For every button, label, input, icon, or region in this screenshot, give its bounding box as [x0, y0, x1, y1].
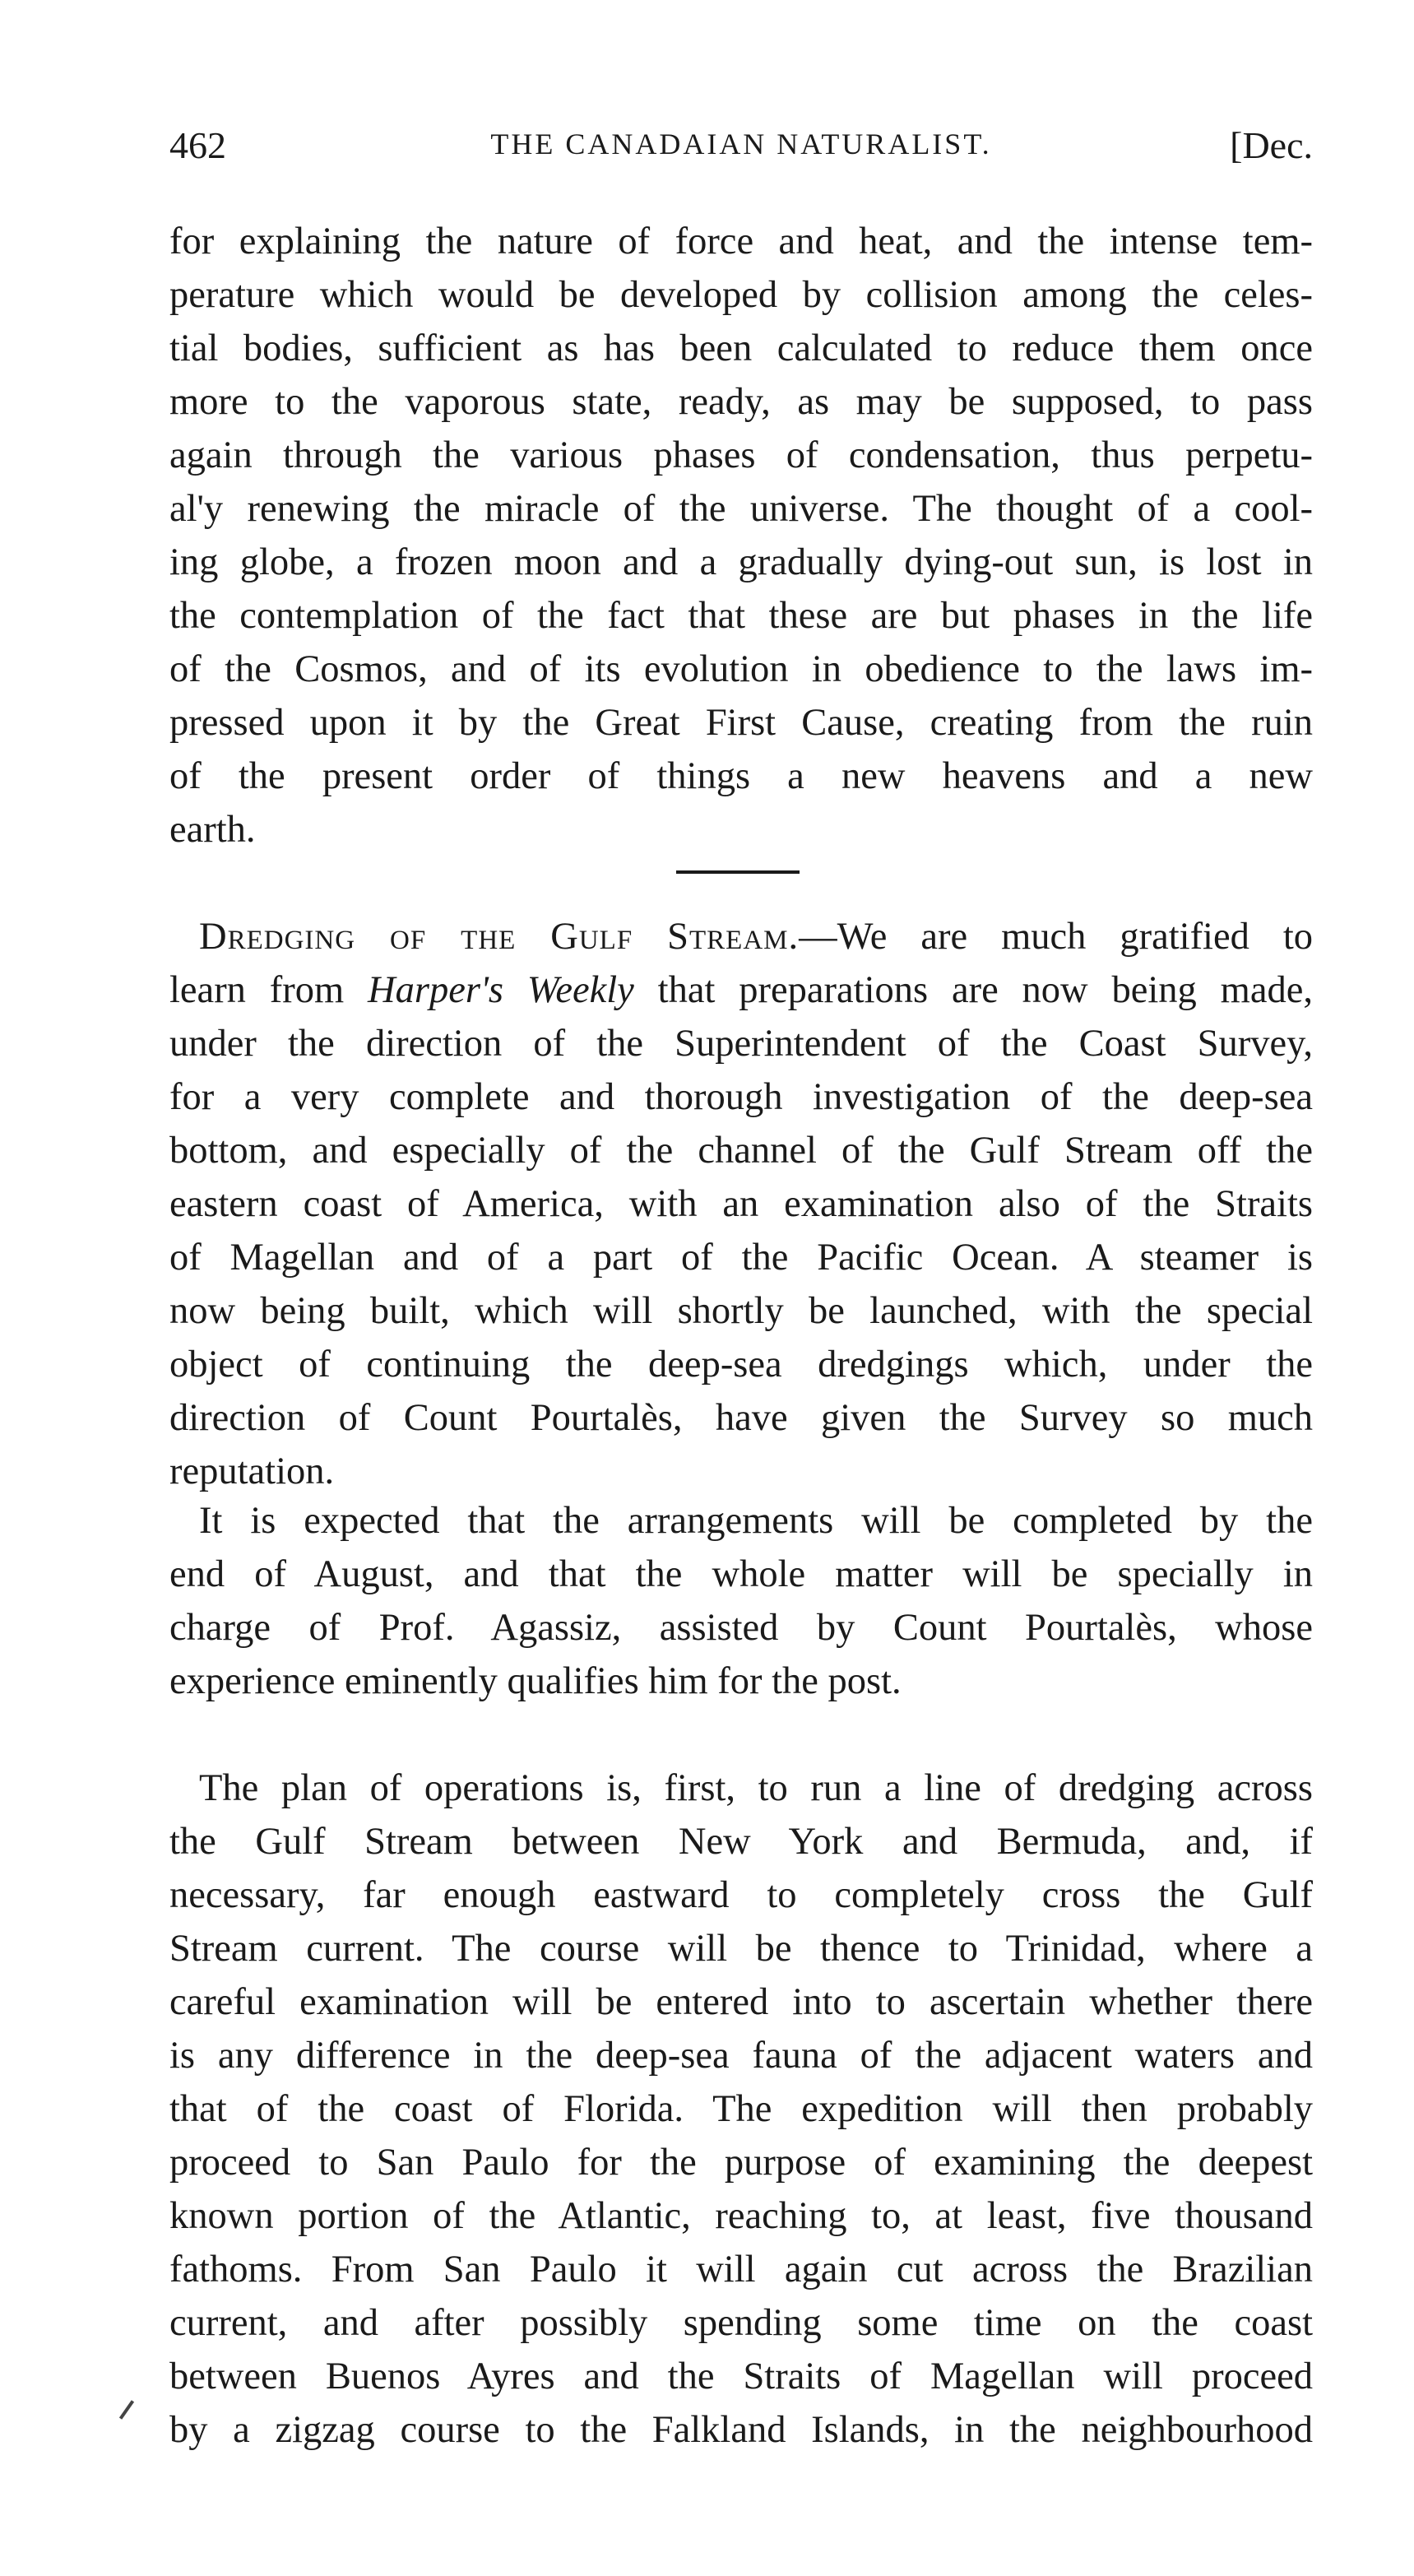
text-line: between Buenos Ayres and the Straits of Magellan will proceed: [169, 2356, 1313, 2397]
text-line: earth.: [169, 809, 256, 851]
text-line: known portion of the Atlantic, reaching to, at least, five thousand: [169, 2195, 1313, 2237]
text-fragment: learn from: [169, 969, 369, 1011]
text-line: It is expected that the arrangements will be completed by the: [199, 1500, 1313, 1542]
text-line: of the present order of things a new heavens and a new: [169, 755, 1313, 797]
text-line: object of continuing the deep-sea dredgings which, under the: [169, 1344, 1313, 1385]
running-date: [Dec.: [1230, 124, 1313, 166]
running-title: THE CANADAIAN NATURALIST.: [490, 128, 992, 160]
text-line: necessary, far enough eastward to completely cross the Gulf: [169, 1874, 1313, 1916]
text-fragment: that preparations are now being made,: [633, 969, 1313, 1011]
text-line: al'y renewing the miracle of the universe. The thought of a cool-: [169, 488, 1313, 530]
text-line: fathoms. From San Paulo it will again cut across the Brazilian: [169, 2249, 1313, 2291]
text-line: ing globe, a frozen moon and a gradually dying-out sun, is lost in: [169, 541, 1313, 583]
text-line: for a very complete and thorough investigation of the deep-sea: [169, 1076, 1313, 1118]
stray-mark: [119, 2400, 134, 2420]
text-line: end of August, and that the whole matter will be specially in: [169, 1553, 1313, 1595]
text-line: experience eminently qualifies him for the post.: [169, 1660, 902, 1702]
text-line: direction of Count Pourtalès, have given the Survey so much: [169, 1397, 1313, 1439]
text-line: [169, 910, 1313, 963]
section-divider: [676, 870, 800, 874]
text-line: is any difference in the deep-sea fauna of the adjacent waters and: [169, 2035, 1313, 2077]
page-header: [169, 123, 1313, 181]
text-line: pressed upon it by the Great First Cause, creating from the ruin: [169, 702, 1313, 744]
paragraph-plan: [169, 1761, 1313, 2457]
text-line: The plan of operations is, first, to run a line of dredging across: [199, 1767, 1313, 1809]
text-line: that of the coast of Florida. The expedition will then probably: [169, 2088, 1313, 2130]
text-line: more to the vaporous state, ready, as may be supposed, to pass: [169, 381, 1313, 423]
paragraph-dredging: [169, 910, 1313, 1498]
text-line: again through the various phases of condensation, thus perpetu-: [169, 434, 1313, 476]
paragraph-arrangements: [169, 1494, 1313, 1708]
publication-title: Harper's Weekly: [368, 969, 634, 1011]
text-line: current, and after possibly spending some time on the coast: [169, 2302, 1313, 2344]
heading-continuation: —We are much gratified to: [799, 916, 1313, 958]
paragraph-cosmos: [169, 215, 1313, 856]
text-line: for explaining the nature of force and heat, and the intense tem-: [169, 220, 1313, 262]
text-line: careful examination will be entered into to ascertain whether there: [169, 1981, 1313, 2023]
text-line: eastern coast of America, with an examination also of the Straits: [169, 1183, 1313, 1225]
text-line: tial bodies, sufficient as has been calculated to reduce them once: [169, 327, 1313, 369]
text-line: proceed to San Paulo for the purpose of examining the deepest: [169, 2142, 1313, 2184]
text-line: charge of Prof. Agassiz, assisted by Count Pourtalès, whose: [169, 1607, 1313, 1649]
section-heading: Dredging of the Gulf Stream.: [199, 916, 800, 958]
text-line: [169, 963, 1313, 1017]
text-line: Stream current. The course will be thence to Trinidad, where a: [169, 1928, 1313, 1970]
text-line: the contemplation of the fact that these are but phases in the life: [169, 595, 1313, 637]
text-line: bottom, and especially of the channel of the Gulf Stream off the: [169, 1130, 1313, 1172]
text-line: reputation.: [169, 1450, 335, 1492]
text-line: perature which would be developed by collision among the celes-: [169, 274, 1313, 316]
text-line: the Gulf Stream between New York and Bermuda, and, if: [169, 1821, 1313, 1863]
text-line: of Magellan and of a part of the Pacific Ocean. A steamer is: [169, 1237, 1313, 1279]
page-number: 462: [169, 124, 226, 166]
text-line: now being built, which will shortly be launched, with the special: [169, 1290, 1313, 1332]
text-line: under the direction of the Superintendent of the Coast Survey,: [169, 1023, 1313, 1065]
text-line: of the Cosmos, and of its evolution in obedience to the laws im-: [169, 648, 1313, 690]
text-line: by a zigzag course to the Falkland Islands, in the neighbourhood: [169, 2409, 1313, 2451]
